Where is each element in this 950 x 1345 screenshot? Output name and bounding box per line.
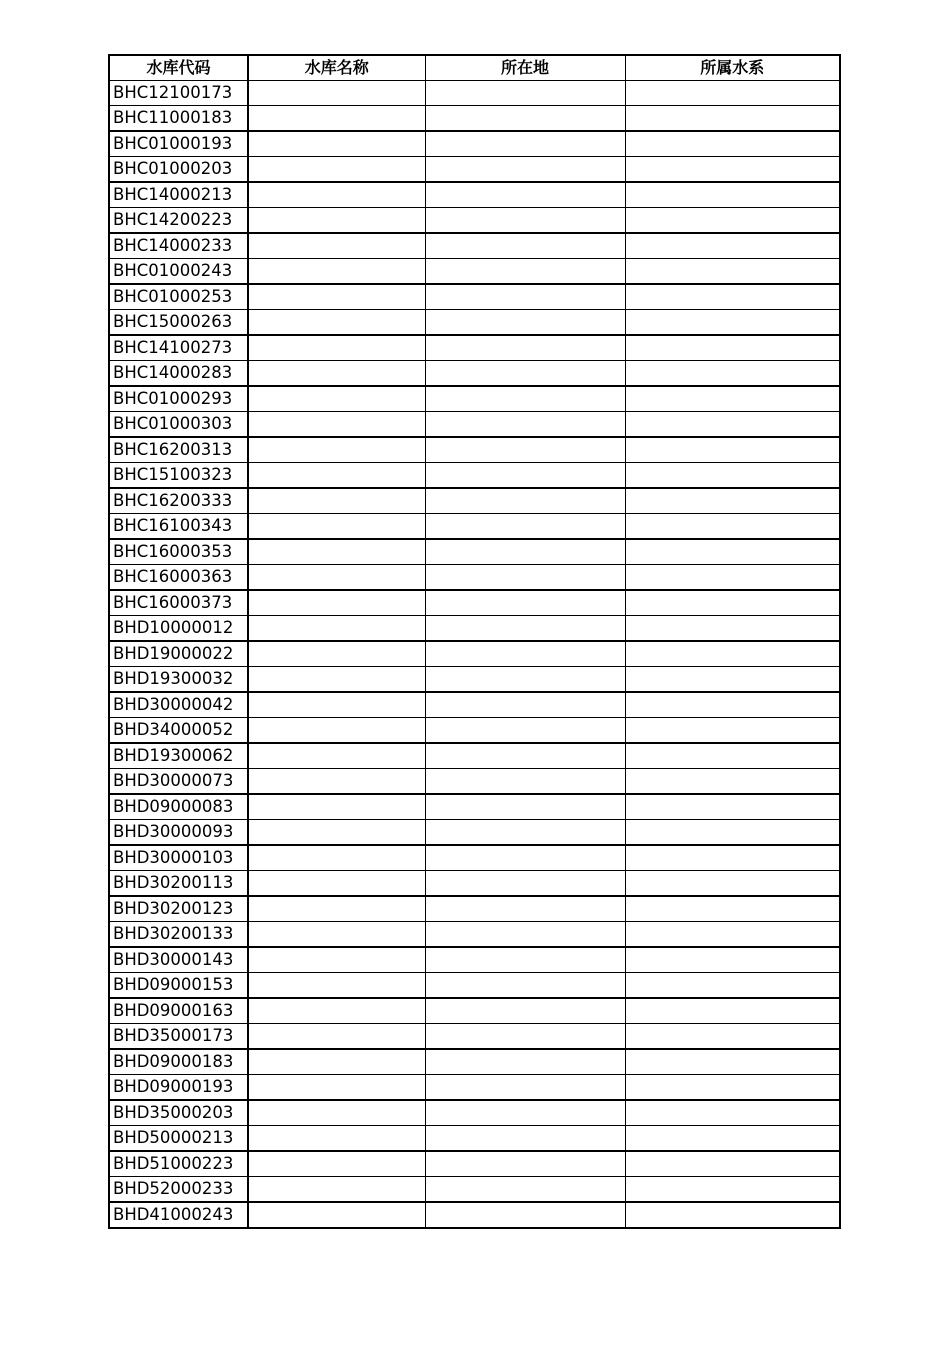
table-row <box>109 870 840 896</box>
cell-reservoir-code[interactable]: BHD09000193 <box>109 1074 248 1100</box>
cell-reservoir-code[interactable]: BHD50000213 <box>109 1125 248 1151</box>
cell-reservoir-code[interactable]: BHC14000283 <box>109 360 248 386</box>
cell-reservoir-code[interactable]: BHD30000042 <box>109 692 248 718</box>
cell-reservoir-name[interactable] <box>248 717 425 743</box>
cell-reservoir-code[interactable]: BHC14000233 <box>109 233 248 259</box>
cell-location[interactable] <box>425 590 625 616</box>
cell-location[interactable] <box>425 947 625 973</box>
table-row <box>109 1023 840 1049</box>
table-header <box>109 55 840 80</box>
table-row <box>109 335 840 361</box>
cell-reservoir-name[interactable] <box>248 666 425 692</box>
table-row <box>109 360 840 386</box>
cell-reservoir-code[interactable]: BHD30000143 <box>109 947 248 973</box>
cell-location[interactable] <box>425 182 625 208</box>
cell-river-system[interactable] <box>625 309 840 335</box>
table-row <box>109 284 840 310</box>
table-row <box>109 131 840 157</box>
table-row <box>109 845 840 871</box>
table-row <box>109 233 840 259</box>
table-row <box>109 947 840 973</box>
cell-reservoir-name[interactable] <box>248 539 425 565</box>
cell-reservoir-code[interactable]: BHD09000083 <box>109 794 248 820</box>
cell-reservoir-code[interactable]: BHD19300062 <box>109 743 248 769</box>
cell-location[interactable] <box>425 105 625 131</box>
table-row <box>109 258 840 284</box>
cell-location[interactable] <box>425 1023 625 1049</box>
cell-reservoir-name[interactable] <box>248 1202 425 1228</box>
cell-location[interactable] <box>425 284 625 310</box>
cell-river-system[interactable] <box>625 80 840 105</box>
table-row <box>109 921 840 947</box>
cell-reservoir-name[interactable] <box>248 1074 425 1100</box>
cell-location[interactable] <box>425 998 625 1024</box>
cell-reservoir-code[interactable]: BHD19000022 <box>109 641 248 667</box>
cell-reservoir-name[interactable] <box>248 233 425 259</box>
cell-river-system[interactable] <box>625 335 840 361</box>
cell-reservoir-name[interactable] <box>248 1023 425 1049</box>
cell-reservoir-name[interactable] <box>248 360 425 386</box>
cell-reservoir-name[interactable] <box>248 641 425 667</box>
cell-river-system[interactable] <box>625 182 840 208</box>
table-row <box>109 156 840 182</box>
cell-river-system[interactable] <box>625 462 840 488</box>
table-row <box>109 386 840 412</box>
cell-reservoir-code[interactable]: BHC01000293 <box>109 386 248 412</box>
cell-reservoir-code[interactable]: BHC16000373 <box>109 590 248 616</box>
cell-reservoir-name[interactable] <box>248 284 425 310</box>
cell-reservoir-code[interactable]: BHD09000153 <box>109 972 248 998</box>
cell-river-system[interactable] <box>625 1202 840 1228</box>
cell-river-system[interactable] <box>625 972 840 998</box>
cell-river-system[interactable] <box>625 666 840 692</box>
table-row <box>109 972 840 998</box>
cell-reservoir-name[interactable] <box>248 335 425 361</box>
cell-river-system[interactable] <box>625 590 840 616</box>
header-reservoir-name: 水库名称 <box>248 55 425 80</box>
cell-location[interactable] <box>425 156 625 182</box>
cell-location[interactable] <box>425 335 625 361</box>
cell-location[interactable] <box>425 360 625 386</box>
cell-reservoir-name[interactable] <box>248 411 425 437</box>
header-row <box>109 55 840 80</box>
cell-reservoir-name[interactable] <box>248 819 425 845</box>
cell-reservoir-code[interactable]: BHD30200123 <box>109 896 248 922</box>
cell-river-system[interactable] <box>625 1049 840 1075</box>
table-row <box>109 768 840 794</box>
cell-reservoir-name[interactable] <box>248 513 425 539</box>
cell-reservoir-name[interactable] <box>248 1176 425 1202</box>
cell-reservoir-code[interactable]: BHC12100173 <box>109 80 248 105</box>
cell-location[interactable] <box>425 309 625 335</box>
cell-location[interactable] <box>425 1074 625 1100</box>
cell-reservoir-code[interactable]: BHD19300032 <box>109 666 248 692</box>
table-row <box>109 717 840 743</box>
cell-reservoir-code[interactable]: BHC01000243 <box>109 258 248 284</box>
cell-reservoir-name[interactable] <box>248 131 425 157</box>
cell-river-system[interactable] <box>625 1074 840 1100</box>
table-row <box>109 1151 840 1177</box>
table-row <box>109 1202 840 1228</box>
cell-location[interactable] <box>425 1125 625 1151</box>
cell-reservoir-code[interactable]: BHC01000203 <box>109 156 248 182</box>
cell-river-system[interactable] <box>625 131 840 157</box>
table-row <box>109 1074 840 1100</box>
cell-location[interactable] <box>425 207 625 233</box>
cell-reservoir-code[interactable]: BHC16000363 <box>109 564 248 590</box>
cell-reservoir-name[interactable] <box>248 615 425 641</box>
cell-reservoir-name[interactable] <box>248 437 425 463</box>
cell-location[interactable] <box>425 743 625 769</box>
table-row <box>109 666 840 692</box>
table-row <box>109 105 840 131</box>
table-row <box>109 462 840 488</box>
cell-reservoir-code[interactable]: BHC16200313 <box>109 437 248 463</box>
cell-location[interactable] <box>425 1100 625 1126</box>
table-row <box>109 437 840 463</box>
cell-reservoir-name[interactable] <box>248 972 425 998</box>
cell-location[interactable] <box>425 462 625 488</box>
cell-reservoir-code[interactable]: BHC16200333 <box>109 488 248 514</box>
table-row <box>109 1125 840 1151</box>
table-row <box>109 641 840 667</box>
cell-reservoir-name[interactable] <box>248 1100 425 1126</box>
table-row <box>109 794 840 820</box>
cell-river-system[interactable] <box>625 386 840 412</box>
cell-reservoir-code[interactable]: BHC16100343 <box>109 513 248 539</box>
cell-reservoir-name[interactable] <box>248 488 425 514</box>
header-reservoir-code: 水库代码 <box>109 55 248 80</box>
cell-reservoir-code[interactable]: BHD34000052 <box>109 717 248 743</box>
table-row <box>109 590 840 616</box>
cell-reservoir-code[interactable]: BHC01000303 <box>109 411 248 437</box>
cell-reservoir-code[interactable]: BHD35000203 <box>109 1100 248 1126</box>
cell-location[interactable] <box>425 615 625 641</box>
cell-river-system[interactable] <box>625 258 840 284</box>
cell-reservoir-name[interactable] <box>248 998 425 1024</box>
table-row <box>109 207 840 233</box>
cell-location[interactable] <box>425 692 625 718</box>
cell-river-system[interactable] <box>625 207 840 233</box>
cell-reservoir-code[interactable]: BHC11000183 <box>109 105 248 131</box>
table-row <box>109 819 840 845</box>
cell-reservoir-name[interactable] <box>248 845 425 871</box>
table-row <box>109 80 840 105</box>
header-location: 所在地 <box>425 55 625 80</box>
cell-reservoir-name[interactable] <box>248 564 425 590</box>
cell-location[interactable] <box>425 870 625 896</box>
cell-river-system[interactable] <box>625 360 840 386</box>
cell-river-system[interactable] <box>625 768 840 794</box>
cell-location[interactable] <box>425 896 625 922</box>
cell-reservoir-name[interactable] <box>248 182 425 208</box>
cell-reservoir-name[interactable] <box>248 692 425 718</box>
cell-reservoir-code[interactable]: BHC15000263 <box>109 309 248 335</box>
cell-reservoir-name[interactable] <box>248 207 425 233</box>
cell-location[interactable] <box>425 488 625 514</box>
cell-river-system[interactable] <box>625 870 840 896</box>
cell-river-system[interactable] <box>625 437 840 463</box>
cell-location[interactable] <box>425 845 625 871</box>
cell-river-system[interactable] <box>625 1176 840 1202</box>
cell-location[interactable] <box>425 794 625 820</box>
cell-location[interactable] <box>425 972 625 998</box>
cell-river-system[interactable] <box>625 615 840 641</box>
cell-location[interactable] <box>425 258 625 284</box>
header-river-system: 所属水系 <box>625 55 840 80</box>
table-row <box>109 615 840 641</box>
table-row <box>109 692 840 718</box>
cell-river-system[interactable] <box>625 513 840 539</box>
cell-reservoir-code[interactable]: BHD51000223 <box>109 1151 248 1177</box>
table-body <box>109 80 840 1228</box>
table-row <box>109 564 840 590</box>
cell-river-system[interactable] <box>625 1125 840 1151</box>
cell-reservoir-code[interactable]: BHD10000012 <box>109 615 248 641</box>
cell-river-system[interactable] <box>625 1100 840 1126</box>
cell-reservoir-code[interactable]: BHC14100273 <box>109 335 248 361</box>
cell-location[interactable] <box>425 666 625 692</box>
cell-river-system[interactable] <box>625 1023 840 1049</box>
cell-location[interactable] <box>425 1049 625 1075</box>
cell-reservoir-name[interactable] <box>248 1125 425 1151</box>
cell-reservoir-name[interactable] <box>248 1151 425 1177</box>
table-row <box>109 1100 840 1126</box>
cell-location[interactable] <box>425 819 625 845</box>
table-row <box>109 182 840 208</box>
cell-location[interactable] <box>425 131 625 157</box>
cell-reservoir-code[interactable]: BHD09000163 <box>109 998 248 1024</box>
cell-location[interactable] <box>425 1176 625 1202</box>
cell-location[interactable] <box>425 233 625 259</box>
cell-river-system[interactable] <box>625 845 840 871</box>
cell-location[interactable] <box>425 768 625 794</box>
cell-reservoir-code[interactable]: BHD52000233 <box>109 1176 248 1202</box>
cell-reservoir-code[interactable]: BHD30200133 <box>109 921 248 947</box>
cell-river-system[interactable] <box>625 819 840 845</box>
cell-reservoir-code[interactable]: BHC16000353 <box>109 539 248 565</box>
cell-reservoir-code[interactable]: BHC14200223 <box>109 207 248 233</box>
cell-reservoir-code[interactable]: BHC15100323 <box>109 462 248 488</box>
cell-reservoir-name[interactable] <box>248 80 425 105</box>
table-row <box>109 513 840 539</box>
cell-location[interactable] <box>425 386 625 412</box>
cell-reservoir-name[interactable] <box>248 896 425 922</box>
cell-reservoir-code[interactable]: BHC01000193 <box>109 131 248 157</box>
cell-location[interactable] <box>425 437 625 463</box>
cell-river-system[interactable] <box>625 896 840 922</box>
cell-reservoir-name[interactable] <box>248 462 425 488</box>
cell-location[interactable] <box>425 641 625 667</box>
cell-reservoir-code[interactable]: BHD30000103 <box>109 845 248 871</box>
cell-location[interactable] <box>425 717 625 743</box>
cell-river-system[interactable] <box>625 1151 840 1177</box>
table-row <box>109 309 840 335</box>
cell-river-system[interactable] <box>625 564 840 590</box>
table-row <box>109 998 840 1024</box>
table-row <box>109 539 840 565</box>
cell-reservoir-name[interactable] <box>248 870 425 896</box>
table-row <box>109 743 840 769</box>
table-row <box>109 1049 840 1075</box>
cell-reservoir-code[interactable]: BHD30200113 <box>109 870 248 896</box>
cell-reservoir-name[interactable] <box>248 794 425 820</box>
cell-location[interactable] <box>425 411 625 437</box>
cell-river-system[interactable] <box>625 411 840 437</box>
cell-river-system[interactable] <box>625 794 840 820</box>
cell-river-system[interactable] <box>625 921 840 947</box>
cell-reservoir-name[interactable] <box>248 947 425 973</box>
cell-river-system[interactable] <box>625 743 840 769</box>
cell-reservoir-code[interactable]: BHD09000183 <box>109 1049 248 1075</box>
cell-location[interactable] <box>425 1151 625 1177</box>
table-row <box>109 1176 840 1202</box>
cell-reservoir-name[interactable] <box>248 1049 425 1075</box>
cell-location[interactable] <box>425 1202 625 1228</box>
cell-location[interactable] <box>425 921 625 947</box>
cell-location[interactable] <box>425 80 625 105</box>
cell-reservoir-name[interactable] <box>248 309 425 335</box>
reservoir-table <box>108 54 841 1229</box>
cell-location[interactable] <box>425 539 625 565</box>
cell-reservoir-code[interactable]: BHC14000213 <box>109 182 248 208</box>
cell-river-system[interactable] <box>625 692 840 718</box>
cell-river-system[interactable] <box>625 233 840 259</box>
cell-reservoir-name[interactable] <box>248 105 425 131</box>
cell-river-system[interactable] <box>625 156 840 182</box>
cell-river-system[interactable] <box>625 641 840 667</box>
table-row <box>109 411 840 437</box>
cell-river-system[interactable] <box>625 284 840 310</box>
cell-location[interactable] <box>425 513 625 539</box>
cell-reservoir-code[interactable]: BHD35000173 <box>109 1023 248 1049</box>
cell-reservoir-code[interactable]: BHC01000253 <box>109 284 248 310</box>
cell-river-system[interactable] <box>625 947 840 973</box>
cell-river-system[interactable] <box>625 998 840 1024</box>
cell-location[interactable] <box>425 564 625 590</box>
cell-reservoir-name[interactable] <box>248 921 425 947</box>
cell-river-system[interactable] <box>625 488 840 514</box>
cell-reservoir-name[interactable] <box>248 156 425 182</box>
cell-river-system[interactable] <box>625 105 840 131</box>
cell-reservoir-code[interactable]: BHD41000243 <box>109 1202 248 1228</box>
table-row <box>109 488 840 514</box>
cell-reservoir-name[interactable] <box>248 743 425 769</box>
cell-reservoir-code[interactable]: BHD30000093 <box>109 819 248 845</box>
cell-reservoir-name[interactable] <box>248 258 425 284</box>
cell-reservoir-name[interactable] <box>248 386 425 412</box>
cell-river-system[interactable] <box>625 539 840 565</box>
cell-reservoir-name[interactable] <box>248 768 425 794</box>
cell-reservoir-code[interactable]: BHD30000073 <box>109 768 248 794</box>
cell-river-system[interactable] <box>625 717 840 743</box>
cell-reservoir-name[interactable] <box>248 590 425 616</box>
table-row <box>109 896 840 922</box>
